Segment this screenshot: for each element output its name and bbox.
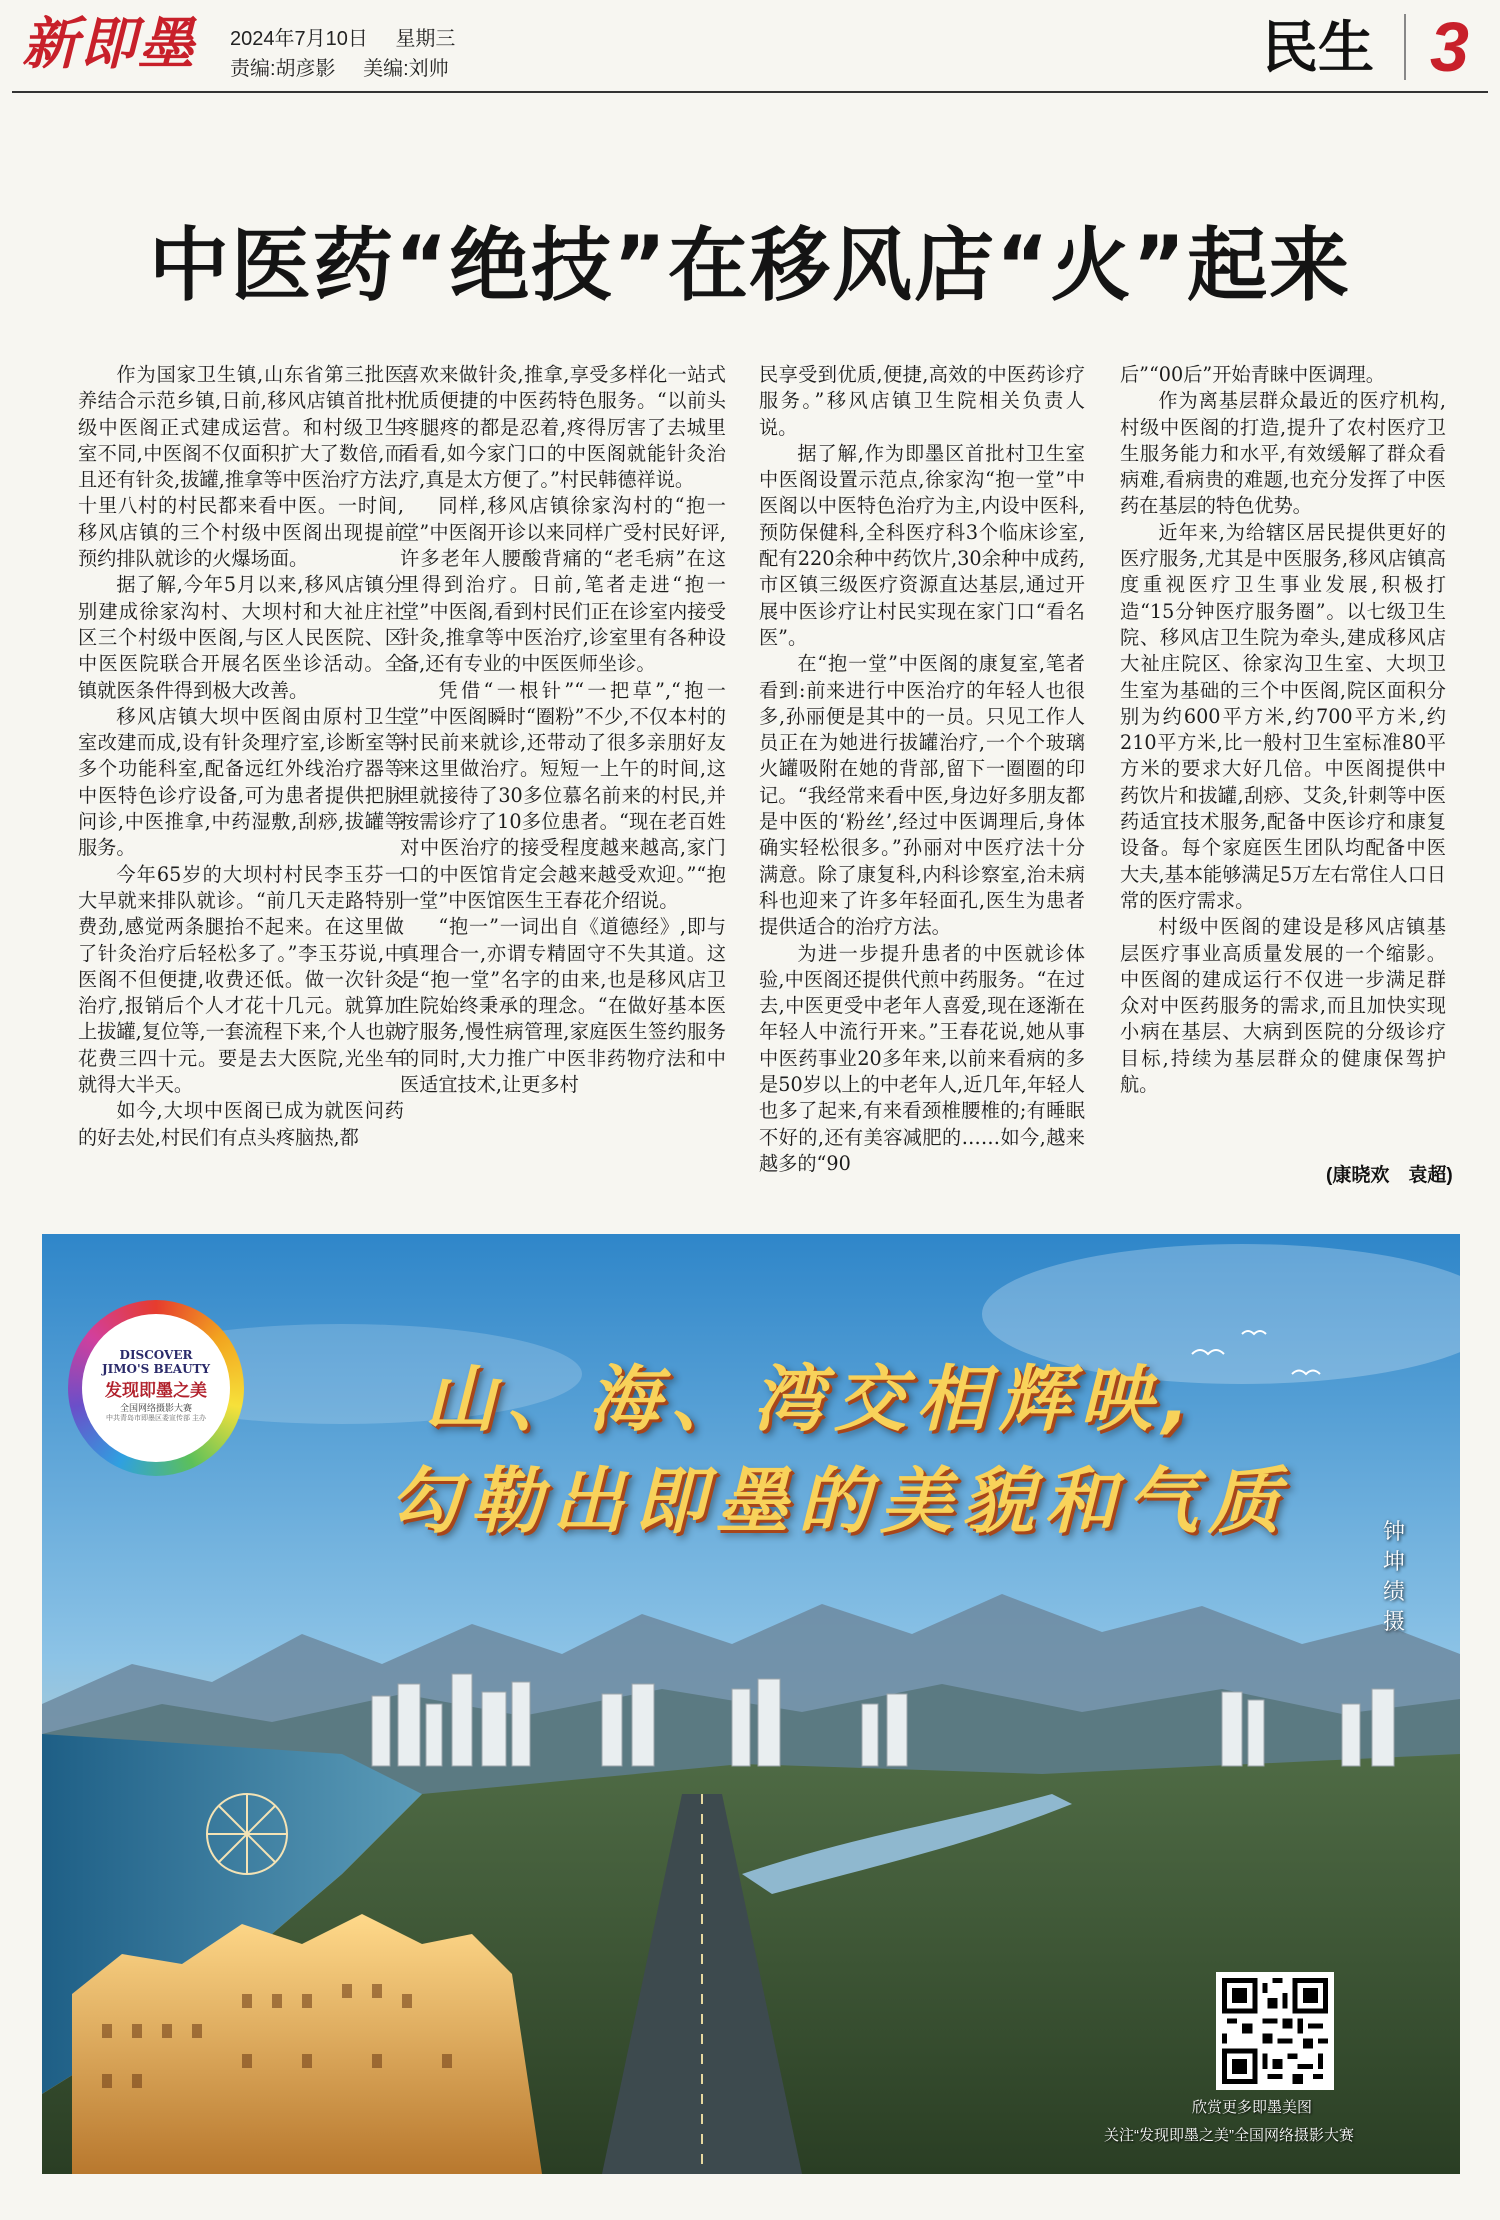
article-column-1 [78,362,404,1192]
paragraph: 喜欢来做针灸,推拿,享受多样化一站式优质便捷的中医药特色服务。“以前头疼腿疼的都是忍着,疼得厉害了去城里看看,如今家门口的中医阁就能针灸治疗,真是太方便了。”村民韩德祥说。 [400,363,726,492]
paragraph: 同样,移风店镇徐家沟村的“抱一堂”中医阁开诊以来同样广受村民好评,许多老年人腰酸背痛的“老毛病”在这里得到治疗。日前,笔者走进“抱一堂”中医阁,看到村民们正在诊室内接受针灸,推拿等中医治疗,诊室里有各种设备,还有专业的中医医师坐诊。 [400,494,726,676]
newspaper-logo: 新即墨 [22,11,196,77]
badge-english-line2: JIMO'S BEAUTY [101,1362,211,1376]
contest-badge [68,1300,244,1476]
paragraph: 村级中医阁的建设是移风店镇基层医疗事业高质量发展的一个缩影。中医阁的建成运行不仅进一步满足群众对中医药服务的需求,而且加快实现小病在基层、大病到医院的分级诊疗目标,持续为基层群众的健康保驾护航。 [1120,915,1446,1097]
contest-badge-inner [82,1314,230,1462]
qr-caption-2: 关注“发现即墨之美”全国网络摄影大赛 [1104,2127,1354,2144]
paragraph: 作为国家卫生镇,山东省第三批医养结合示范乡镇,日前,移风店镇首批村级中医阁正式建成运营。和村级卫生室不同,中医阁不仅面积扩大了数倍,而且还有针灸,拔罐,推拿等中医治疗方法,十里八村的村民都来看中医。一时间,移风店镇的三个村级中医阁出现提前预约排队就诊的火爆场面。 [78,363,404,571]
designer-credit: 美编:刘帅 [363,58,449,80]
article-column-4 [1120,362,1446,1192]
issue-weekday: 星期三 [395,28,456,50]
article-column-3 [759,362,1085,1192]
editor-credit: 责编:胡彦影 [230,58,336,80]
paragraph: “抱一”一词出自《道德经》,即与真理合一,亦谓专精固守不失其道。这是“抱一堂”名字的由来,也是移风店卫生院始终秉承的理念。“在做好基本医疗服务,慢性病管理,家庭医生签约服务的同时,大力推广中医非药物疗法和中医适宜技术,让更多村 [400,915,726,1097]
paragraph: 据了解,作为即墨区首批村卫生室中医阁设置示范点,徐家沟“抱一堂”中医阁以中医特色治疗为主,内设中医科,预防保健科,全科医疗科3个临床诊室,配有220余种中药饮片,30余种中成药,市区镇三级医疗资源直达基层,通过开展中医诊疗让村民实现在家门口“看名医”。 [759,441,1085,649]
qr-code[interactable] [1216,1972,1334,2090]
header-rule [12,91,1488,93]
qr-caption-1: 欣赏更多即墨美图 [1192,2099,1313,2116]
badge-chinese-title: 发现即墨之美 [105,1381,207,1401]
badge-subtitle: 全国网络摄影大赛 [119,1403,192,1413]
ad-slogan-line1: 山、海、湾交相辉映, [424,1357,1200,1441]
issue-date: 2024年7月10日 [230,28,368,50]
ad-slogan-line2: 勾勒出即墨的美貌和气质 [388,1459,1291,1543]
paragraph: 据了解,今年5月以来,移风店镇分别建成徐家沟村、大坝村和大祉庄社区三个村级中医阁,与区人民医院、区中医医院联合开展名医坐诊活动。全镇就医条件得到极大改善。 [78,573,404,702]
paragraph: 为进一步提升患者的中医就诊体验,中医阁还提供代煎中药服务。“在过去,中医更受中老年人喜爱,现在逐渐在年轻人中流行开来。”王春花说,她从事中医药事业20多年来,以前来看病的多是50岁以上的中老年人,近几年,年轻人也多了起来,有来看颈椎腰椎的;有睡眠不好的,还有美容减肥的……如今,越来越多的“90 [759,941,1085,1175]
paragraph: 凭借“一根针”“一把草”,“抱一堂”中医阁瞬时“圈粉”不少,不仅本村的村民前来就诊,还带动了很多亲朋好友来这里做治疗。短短一上午的时间,这里就接待了30多位慕名前来的村民,并按需诊疗了10多位患者。“现在老百姓对中医治疗的接受程度越来越高,家门口的中医馆肯定会越来越受欢迎。”“抱一堂”中医馆医生王春花介绍说。 [400,678,726,912]
paragraph: 后”“00后”开始青睐中医调理。 [1120,363,1385,386]
issue-date-line [230,22,477,51]
badge-organizer: 中共青岛市即墨区委宣传部 主办 [106,1415,206,1422]
photo-credit: 钟坤绩摄 [1382,1520,1405,1635]
article-byline: (康晓欢 袁超) [1326,1165,1453,1186]
editor-line [230,52,471,81]
paragraph: 近年来,为给辖区居民提供更好的医疗服务,尤其是中医服务,移风店镇高度重视医疗卫生事业发展,积极打造“15分钟医疗服务圈”。以七级卫生院、移风店卫生院为牵头,建成移风店大祉庄院区、徐家沟卫生室、大坝卫生室为基础的三个中医阁,院区面积分别为约600平方米,约700平方米,约210平方米,比一般村卫生室标准80平方米的要求大好几倍。中医阁提供中药饮片和拔罐,刮痧、艾灸,针刺等中医药适宜技术服务,配备中医诊疗和康复设备。每个家庭医生团队均配备中医大夫,基本能够满足5万左右常住人口日常的医疗需求。 [1120,520,1446,912]
paragraph: 民享受到优质,便捷,高效的中医药诊疗服务。”移风店镇卫生院相关负责人说。 [759,363,1085,439]
paragraph: 如今,大坝中医阁已成为就医问药的好去处,村民们有点头疼脑热,都 [78,1099,404,1149]
page-number: 3 [1430,8,1469,86]
paragraph: 今年65岁的大坝村村民李玉芬一大早就来排队就诊。“前几天走路特别费劲,感觉两条腿抬不起来。在这里做了针灸治疗后轻松多了。”李玉芬说,中医阁不但便捷,收费还低。做一次针灸治疗,报销后个人才花十几元。就算加上拔罐,复位等,一套流程下来,个人也就花费三四十元。要是去大医院,光坐车就得大半天。 [78,862,404,1097]
paragraph: 移风店镇大坝中医阁由原村卫生室改建而成,设有针灸理疗室,诊断室等多个功能科室,配备远红外线治疗器等中医特色诊疗设备,可为患者提供把脉问诊,中医推拿,中药湿敷,刮痧,拔罐等服务。 [78,704,404,860]
section-title: 民生 [1262,16,1374,79]
masthead-divider [1404,14,1406,80]
badge-english-line1: DISCOVER [119,1348,193,1362]
paragraph: 作为离基层群众最近的医疗机构,村级中医阁的打造,提升了农村医疗卫生服务能力和水平,有效缓解了群众看病难,看病贵的难题,也充分发挥了中医药在基层的特色优势。 [1120,389,1446,518]
masthead [0,0,1500,92]
article-headline: 中医药“绝技”在移风店“火”起来 [148,219,1352,312]
paragraph: 在“抱一堂”中医阁的康复室,笔者看到:前来进行中医治疗的年轻人也很多,孙丽便是其中的一员。只见工作人员正在为她进行拔罐治疗,一个个玻璃火罐吸附在她的背部,留下一圈圈的印记。“我经常来看中医,身边好多朋友都是中医的‘粉丝’,经过中医调理后,身体确实轻松很多。”孙丽对中医疗法十分满意。除了康复科,内科诊察室,治未病科也迎来了许多年轻面孔,医生为患者提供适合的治疗方法。 [759,652,1085,939]
article-column-2 [400,362,726,1192]
